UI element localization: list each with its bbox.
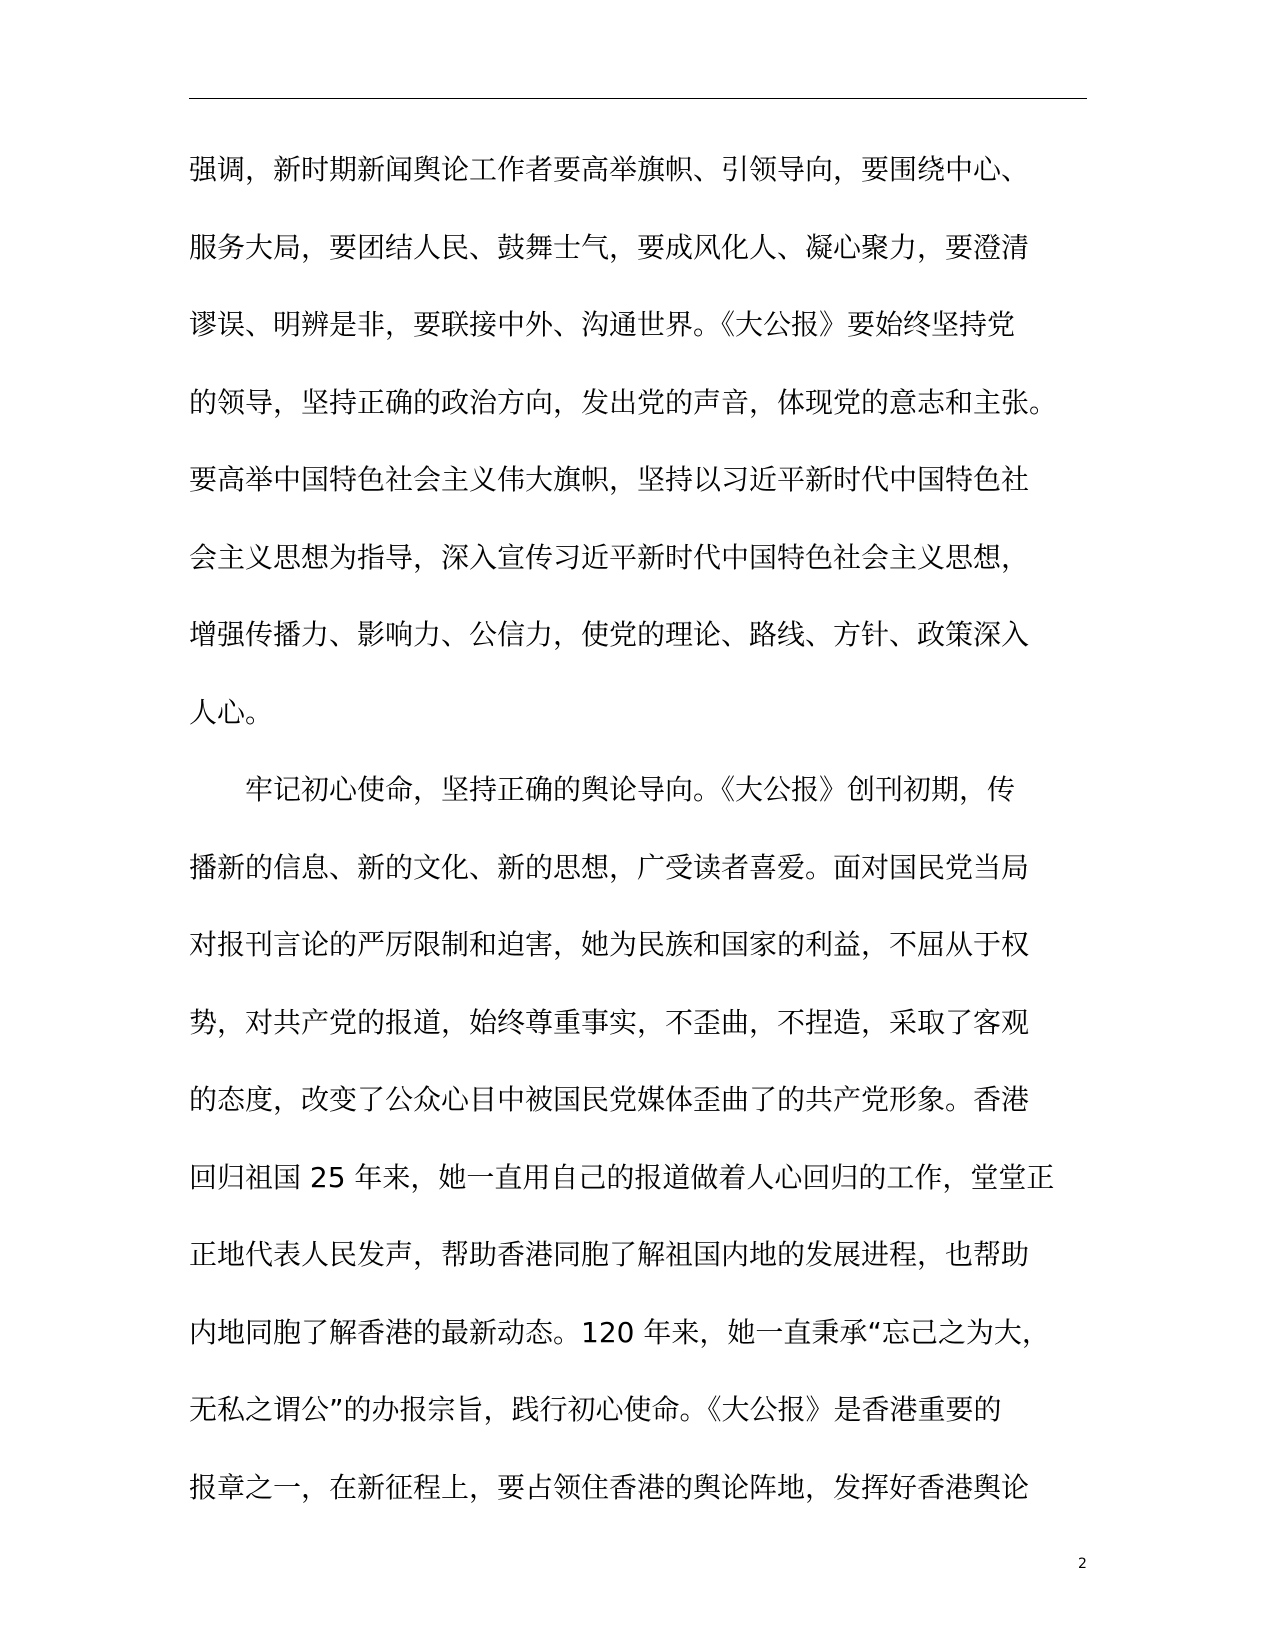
text-line: 牢记初心使命，坚持正确的舆论导向。《大公报》创刊初期，传 — [189, 773, 1016, 806]
text-line: 服务大局，要团结人民、鼓舞士气，要成风化人、凝心聚力，要澄清 — [189, 230, 1030, 264]
text-line: 的领导，坚持正确的政治方向，发出党的声音，体现党的意志和主张。 — [189, 385, 1058, 419]
text-line: 会主义思想为指导，深入宣传习近平新时代中国特色社会主义思想， — [189, 540, 1030, 574]
text-line: 报章之一，在新征程上，要占领住香港的舆论阵地，发挥好香港舆论 — [189, 1470, 1030, 1504]
text-line: 的态度，改变了公众心目中被国民党媒体歪曲了的共产党形象。香港 — [189, 1083, 1030, 1116]
text-line: 增强传播力、影响力、公信力，使党的理论、路线、方针、政策深入 — [189, 618, 1030, 651]
body-text — [189, 143, 1099, 1538]
header-rule — [189, 98, 1087, 99]
text-line: 无私之谓公”的办报宗旨，践行初心使命。《大公报》是香港重要的 — [189, 1393, 1002, 1426]
text-line: 内地同胞了解香港的最新动态。120 年来，她一直秉承“忘己之为大， — [189, 1315, 1050, 1349]
text-line: 播新的信息、新的文化、新的思想，广受读者喜爱。面对国民党当局 — [189, 850, 1030, 884]
text-line: 强调，新时期新闻舆论工作者要高举旗帜、引领导向，要围绕中心、 — [189, 153, 1030, 186]
text-line: 谬误、明辨是非，要联接中外、沟通世界。《大公报》要始终坚持党 — [189, 308, 1016, 341]
text-line: 对报刊言论的严厉限制和迫害，她为民族和国家的利益，不屈从于权 — [189, 928, 1030, 961]
text-line: 回归祖国 25 年来，她一直用自己的报道做着人心回归的工作，堂堂正 — [189, 1160, 1055, 1194]
page-number: 2 — [1078, 1556, 1087, 1572]
text-line: 要高举中国特色社会主义伟大旗帜，坚持以习近平新时代中国特色社 — [189, 463, 1030, 496]
text-line: 势，对共产党的报道，始终尊重事实，不歪曲，不捏造，采取了客观 — [189, 1005, 1030, 1039]
text-line: 人心。 — [189, 695, 274, 729]
text-line: 正地代表人民发声，帮助香港同胞了解祖国内地的发展进程，也帮助 — [189, 1238, 1030, 1271]
